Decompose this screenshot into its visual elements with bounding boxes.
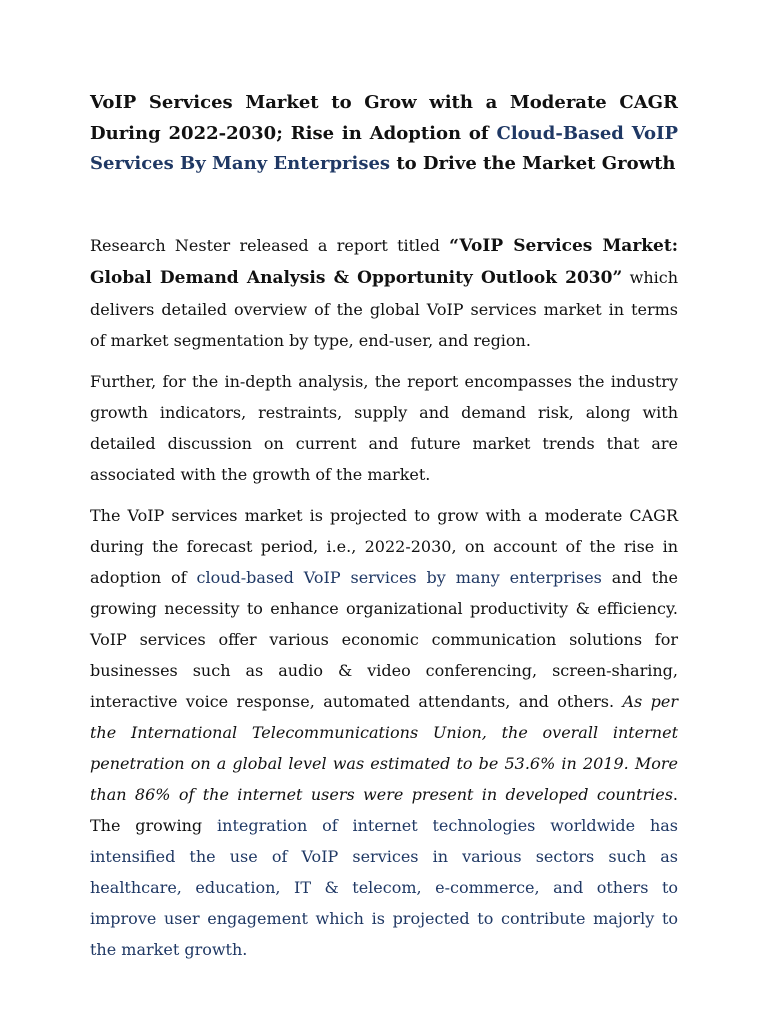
intro-lead: Research Nester released a report titled	[90, 235, 450, 255]
market-tail: integration of internet technologies worldwide has intensified the use of VoIP services in various sectors such as healthcare, education, IT & telecom, e-commerce, and others to improve user engagement which is projected to contribute majorly to the market growth.	[90, 815, 678, 959]
market-after-italic: . The growing	[90, 784, 678, 835]
headline-link[interactable]: Cloud-Based VoIP Services By Many Enterprises	[90, 122, 678, 174]
analysis-text: Further, for the in-depth analysis, the report encompasses the industry growth indicators, restraints, supply and demand risk, along with detailed discussion on current and future market trends that are associated with the growth of the market.	[90, 371, 678, 484]
headline-text-end: to Drive the Market Growth	[390, 153, 676, 174]
market-lead: The VoIP services market is projected to grow with a moderate CAGR during the forecast period, i.e., 2022-2030, on account of the rise in adoption of	[90, 505, 678, 587]
cloud-voip-link[interactable]: cloud-based VoIP services by many enterprises	[196, 567, 602, 587]
itu-statistic: As per the International Telecommunications Union, the overall internet penetration on a global level was estimated to be 53.6% in 2019. More than 86% of the internet users were present in developed countries	[90, 691, 678, 804]
analysis-paragraph	[90, 366, 678, 490]
headline	[90, 88, 678, 180]
report-title: “VoIP Services Market: Global Demand Analysis & Opportunity Outlook 2030”	[90, 235, 678, 288]
intro-paragraph	[90, 230, 678, 356]
intro-rest: which delivers detailed overview of the global VoIP services market in terms of market segmentation by type, end-user, and region.	[90, 267, 679, 350]
market-middle: and the growing necessity to enhance organizational productivity & efficiency. VoIP services offer various economic communication solutions for businesses such as audio & video conferencing, screen-sharing, interactive voice response, automated attendants, and others.	[90, 567, 679, 711]
document-page	[90, 88, 678, 965]
headline-text-start: VoIP Services Market to Grow with a Moderate CAGR During 2022-2030; Rise in Adoption of	[90, 92, 678, 144]
market-paragraph	[90, 500, 678, 965]
